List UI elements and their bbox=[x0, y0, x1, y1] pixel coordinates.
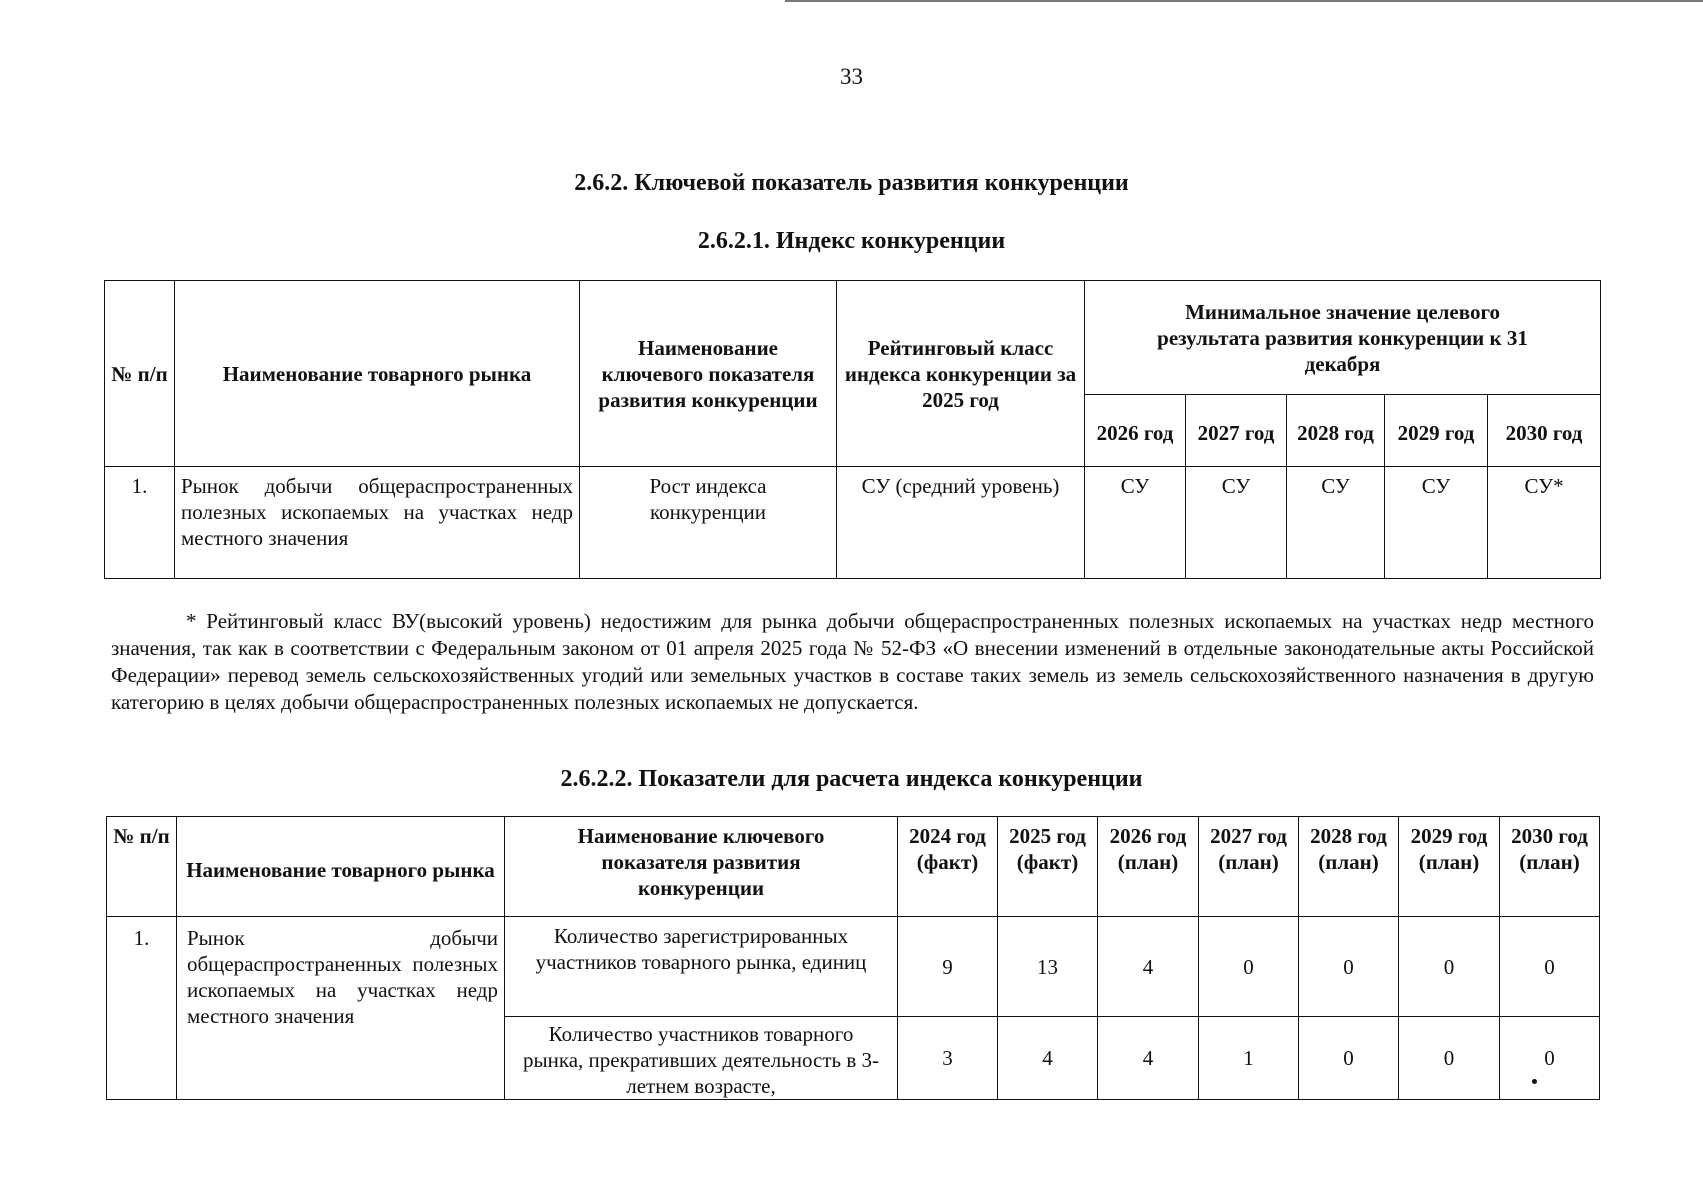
scan-edge-line bbox=[785, 0, 1703, 2]
target-value: СУ bbox=[1085, 467, 1186, 579]
footnote: * Рейтинговый класс ВУ(высокий уровень) недостижим для рынка добычи общераспространенных полезных ископаемых на участках недр местного значения, так как в соответствии с Федеральным законом от 01 апреля 2025 года № 52-ФЗ «О внесении изменений в отдельные законодательные акты Российской Федерации» перевод земель сельскохозяйственных угодий или земельных участков в составе таких земель из земель сельскохозяйственного назначения в другую категорию в целях добычи общераспространенных полезных ископаемых не допускается. bbox=[111, 609, 1594, 714]
header-rating-class: Рейтинговый класс индекса конкуренции за 2025 год bbox=[837, 281, 1085, 467]
indicator-value: 0 bbox=[1199, 917, 1299, 1017]
indicator-value: 1 bbox=[1199, 1017, 1299, 1100]
indicator-value: 0 bbox=[1399, 1017, 1500, 1100]
header-indicator: Наименование ключевого показателя развития конкуренции bbox=[580, 281, 837, 467]
market-name: Рынок добычи общераспространенных полезных ископаемых на участках недр местного значения bbox=[175, 467, 580, 579]
indicator-name: Рост индекса конкуренции bbox=[580, 467, 837, 579]
header-num: № п/п bbox=[107, 817, 177, 917]
indicator-value: 13 bbox=[998, 917, 1098, 1017]
market-name: Рынок добычи общераспространенных полезных ископаемых на участках недр местного значения bbox=[177, 917, 505, 1100]
target-value: СУ bbox=[1186, 467, 1287, 579]
header-year: 2030 год (план) bbox=[1500, 817, 1600, 917]
indicator-value: 4 bbox=[998, 1017, 1098, 1100]
rating-class-value: СУ (средний уровень) bbox=[837, 467, 1085, 579]
header-year: 2027 год bbox=[1186, 395, 1287, 467]
indicator-value: 0 bbox=[1299, 1017, 1399, 1100]
indicator-value: 0 bbox=[1500, 1017, 1600, 1100]
subsection-heading-index: 2.6.2.1. Индекс конкуренции bbox=[697, 228, 1006, 254]
header-year: 2026 год (план) bbox=[1098, 817, 1199, 917]
header-num: № п/п bbox=[105, 281, 175, 467]
scan-dot bbox=[1532, 1079, 1537, 1084]
header-market: Наименование товарного рынка bbox=[177, 817, 505, 917]
header-year: 2024 год (факт) bbox=[898, 817, 998, 917]
header-year: 2027 год (план) bbox=[1199, 817, 1299, 917]
header-year: 2029 год (план) bbox=[1399, 817, 1500, 917]
indicator-value: 0 bbox=[1399, 917, 1500, 1017]
subsection-heading-indicators: 2.6.2.2. Показатели для расчета индекса конкуренции bbox=[560, 766, 1143, 792]
header-year: 2025 год (факт) bbox=[998, 817, 1098, 917]
header-year: 2029 год bbox=[1385, 395, 1488, 467]
header-year: 2028 год (план) bbox=[1299, 817, 1399, 917]
target-value: СУ bbox=[1385, 467, 1488, 579]
target-value: СУ* bbox=[1488, 467, 1601, 579]
target-value: СУ bbox=[1287, 467, 1385, 579]
indicator-value: 0 bbox=[1299, 917, 1399, 1017]
indicator-value: 4 bbox=[1098, 917, 1199, 1017]
indicator-value: 0 bbox=[1500, 917, 1600, 1017]
section-heading: 2.6.2. Ключевой показатель развития конкуренции bbox=[574, 170, 1129, 196]
indicator-name: Количество участников товарного рынка, прекративших деятельность в 3-летнем возрасте, bbox=[505, 1017, 898, 1100]
indicators-table bbox=[106, 816, 1600, 1100]
header-year: 2028 год bbox=[1287, 395, 1385, 467]
competition-index-table bbox=[104, 280, 1601, 579]
header-market: Наименование товарного рынка bbox=[175, 281, 580, 467]
header-year: 2026 год bbox=[1085, 395, 1186, 467]
page-number: 33 bbox=[840, 64, 863, 89]
indicator-value: 4 bbox=[1098, 1017, 1199, 1100]
indicator-name: Количество зарегистрированных участников товарного рынка, единиц bbox=[505, 917, 898, 1017]
row-num: 1. bbox=[105, 467, 175, 579]
indicator-value: 9 bbox=[898, 917, 998, 1017]
header-year: 2030 год bbox=[1488, 395, 1601, 467]
indicator-value: 3 bbox=[898, 1017, 998, 1100]
header-indicator: Наименование ключевого показателя развития конкуренции bbox=[505, 817, 898, 917]
header-min-value: Минимальное значение целевого результата развития конкуренции к 31 декабря bbox=[1085, 281, 1601, 395]
row-num: 1. bbox=[107, 917, 177, 1100]
